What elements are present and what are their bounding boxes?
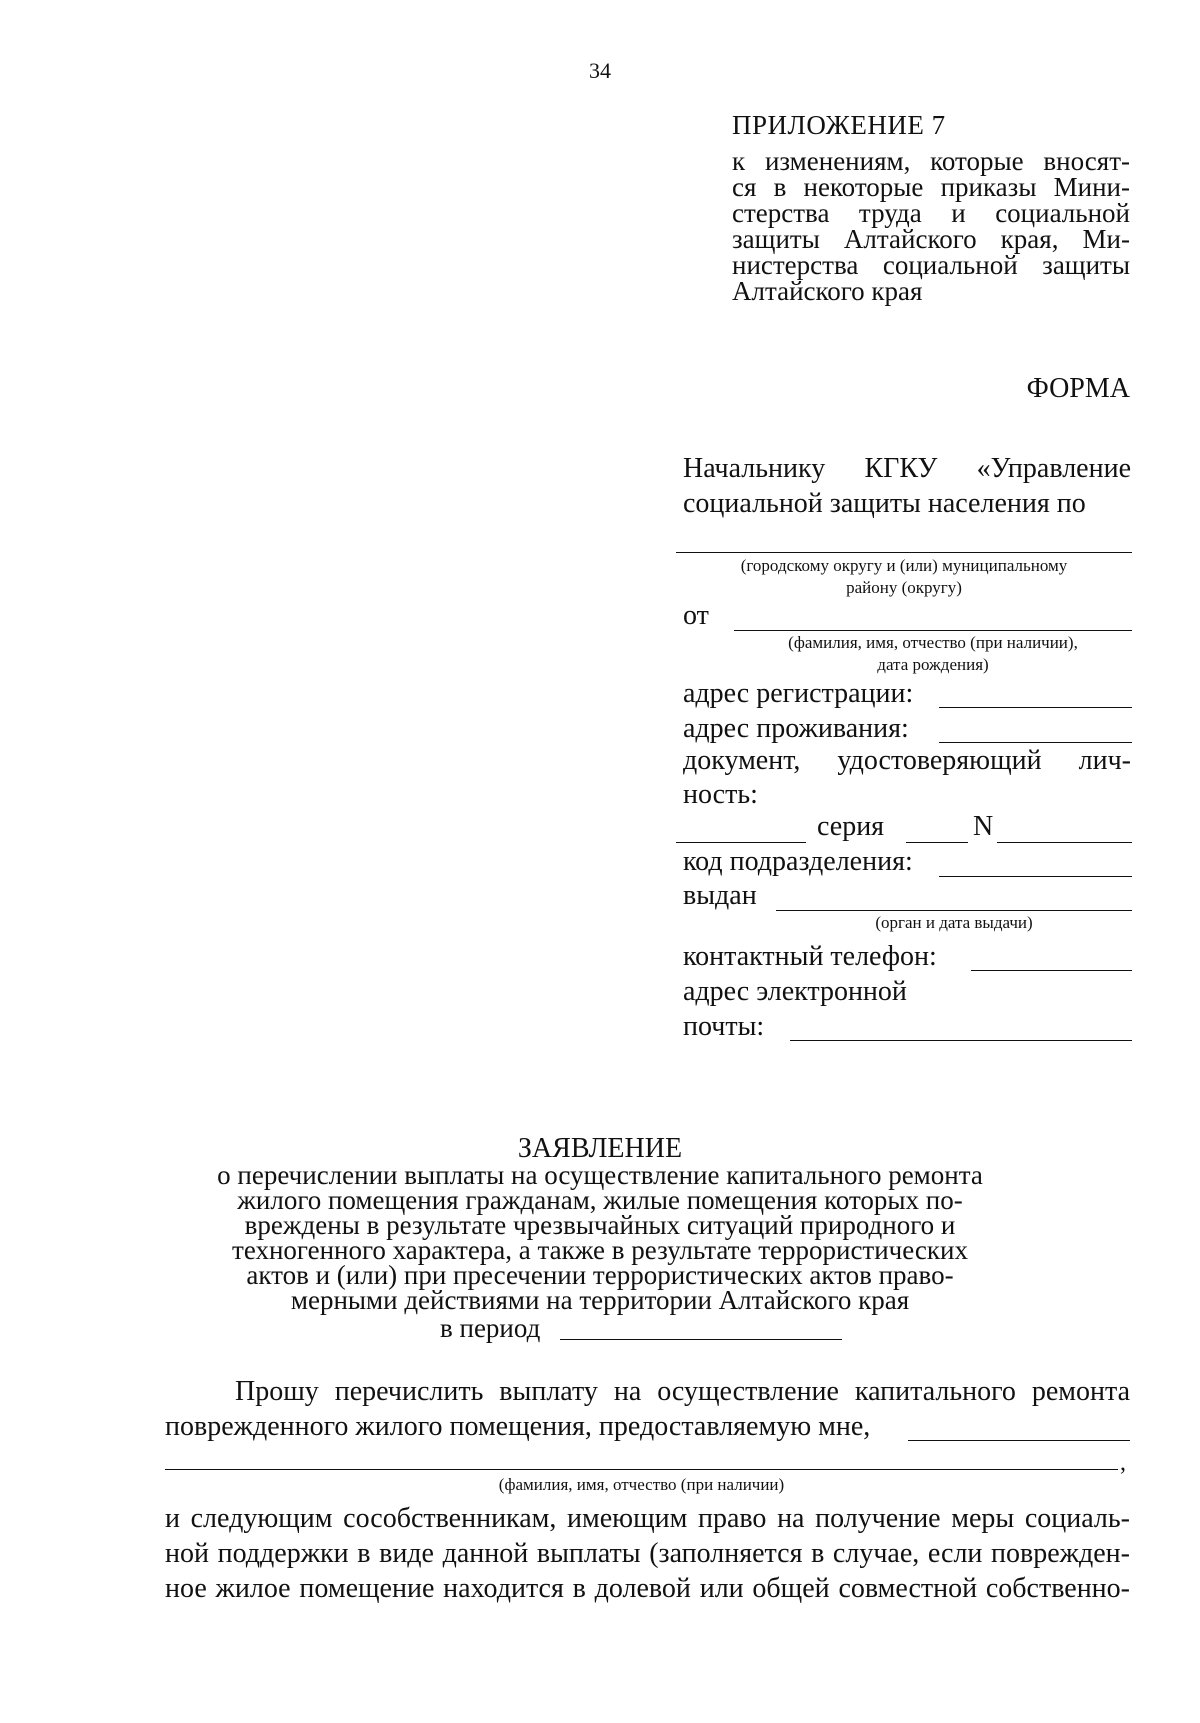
issued-field[interactable]: [776, 910, 1132, 911]
period-field[interactable]: [560, 1339, 842, 1340]
registration-address-field[interactable]: [939, 707, 1132, 708]
appendix-line: нистерства социальной защиты: [732, 250, 1130, 280]
applicant-fullname-field[interactable]: [908, 1440, 1130, 1441]
id-document-label: ность:: [683, 779, 758, 810]
statement-title-line: о перечислении выплаты на осуществление капитального ремонта: [217, 1160, 983, 1190]
series-label: серия: [817, 811, 885, 842]
applicant-name-hint: дата рождения): [877, 655, 989, 674]
appendix-line: к изменениям, которые вносят-: [732, 146, 1130, 176]
applicant-name-hint: (фамилия, имя, отчество (при наличии),: [788, 633, 1078, 652]
issued-hint: (орган и дата выдачи): [875, 913, 1033, 932]
addressee-line-1: Начальнику КГКУ «Управление: [683, 453, 1131, 484]
page-number: 34: [589, 58, 611, 83]
series-field[interactable]: [906, 842, 968, 843]
email-label: адрес электронной: [683, 976, 907, 1007]
appendix-line: Алтайского края: [732, 276, 923, 306]
residence-address-field[interactable]: [939, 742, 1132, 743]
body-line: Прошу перечислить выплату на осуществление капитального ремонта: [235, 1376, 1130, 1407]
comma: ,: [1120, 1450, 1126, 1476]
body-line: ной поддержки в виде данной выплаты (заполняется в случае, если поврежден-: [165, 1538, 1130, 1569]
body-name-hint: (фамилия, имя, отчество (при наличии): [498, 1475, 785, 1494]
appendix-line: стерства труда и социальной: [732, 198, 1130, 228]
district-hint: (городскому округу и (или) муниципальному: [740, 556, 1068, 575]
body-line: поврежденного жилого помещения, предоставляемую мне,: [165, 1411, 871, 1442]
body-line: ное жилое помещение находится в долевой или общей совместной собственно-: [165, 1573, 1130, 1604]
body-line: и следующим сособственникам, имеющим право на получение меры социаль-: [165, 1503, 1130, 1534]
statement-heading: ЗАЯВЛЕНИЕ: [517, 1133, 683, 1164]
statement-title-line: актов и (или) при пресечении террористических актов право-: [246, 1260, 954, 1290]
appendix-title: ПРИЛОЖЕНИЕ 7: [732, 110, 946, 140]
residence-label: адрес проживания:: [683, 713, 909, 744]
statement-title-line: жилого помещения гражданам, жилые помещения которых по-: [237, 1185, 963, 1215]
phone-label: контактный телефон:: [683, 941, 937, 972]
division-code-field[interactable]: [939, 876, 1132, 877]
registration-label: адрес регистрации:: [683, 678, 914, 709]
district-field[interactable]: [676, 552, 1132, 553]
addressee-line-2: социальной защиты населения по: [683, 488, 1086, 519]
number-label: N: [973, 811, 994, 842]
statement-title-line: вреждены в результате чрезвычайных ситуаций природного и: [244, 1210, 956, 1240]
phone-field[interactable]: [971, 970, 1132, 971]
period-label: в период: [440, 1313, 541, 1343]
appendix-line: ся в некоторые приказы Мини-: [732, 172, 1130, 202]
applicant-fullname-field-continued[interactable]: [165, 1469, 1118, 1470]
number-field[interactable]: [997, 842, 1132, 843]
form-label: ФОРМА: [1026, 373, 1130, 404]
applicant-name-field[interactable]: [734, 630, 1132, 631]
statement-title-line: мерными действиями на территории Алтайского края: [290, 1285, 910, 1315]
division-code-label: код подразделения:: [683, 846, 913, 877]
email-label: почты:: [683, 1011, 765, 1042]
appendix-line: защиты Алтайского края, Ми-: [732, 224, 1130, 254]
from-label: от: [683, 600, 709, 631]
district-hint: району (округу): [846, 578, 962, 597]
id-document-type-field[interactable]: [676, 842, 806, 843]
email-field[interactable]: [790, 1040, 1132, 1041]
id-document-label: документ, удостоверяющий лич-: [683, 745, 1131, 776]
statement-title-line: техногенного характера, а также в результате террористических: [232, 1235, 968, 1265]
issued-label: выдан: [683, 880, 757, 911]
